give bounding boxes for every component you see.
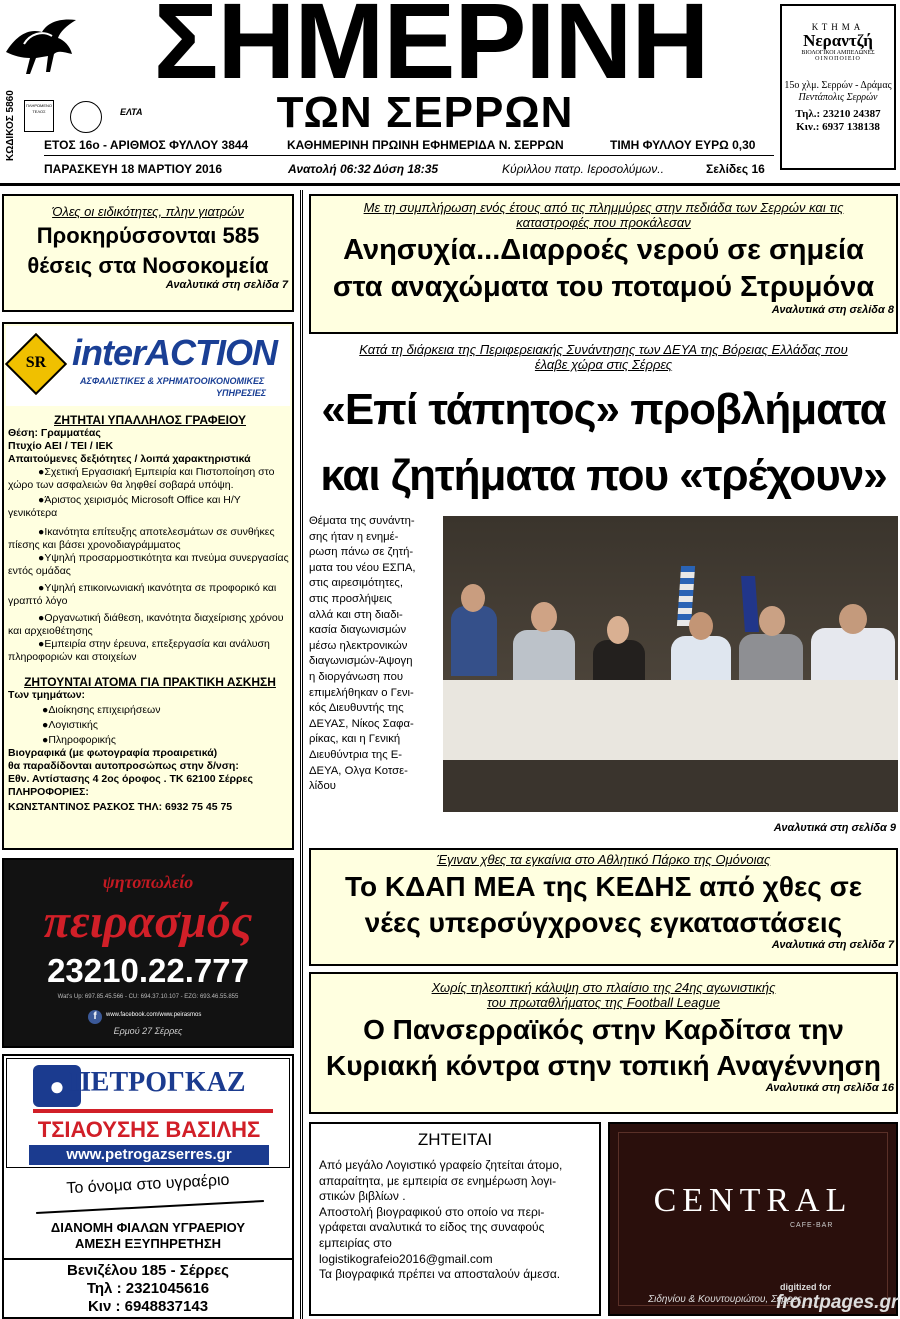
story-hospitals[interactable] <box>2 194 294 312</box>
story-headline-line1: Ο Πανσερραϊκός στην Καρδίτσα την <box>363 1014 844 1045</box>
slogan-underline <box>36 1200 264 1214</box>
story-page-ref: Αναλυτικά στη σελίδα 7 <box>771 939 894 951</box>
pirasmos-grill-ad[interactable] <box>2 858 294 1048</box>
story-page-ref: Αναλυτικά στη σελίδα 9 <box>773 822 896 834</box>
elta-logo: ΕΛΤΑ <box>120 107 143 117</box>
petrogaz-mob: Κιν : 6948837143 <box>87 1298 209 1315</box>
story-headline-line2: στα αναχώματα του ποταμού Στρυμόνα <box>332 271 875 303</box>
petrogaz-url[interactable]: www.petrogazserres.gr <box>29 1145 269 1165</box>
story-page-ref: Αναλυτικά στη σελίδα 8 <box>771 304 894 316</box>
story-kicker-line2: έλαβε χώρα στις Σέρρες <box>534 357 673 372</box>
ad-winery-address1: 15ο χλμ. Σερρών - Δράμας <box>784 80 892 91</box>
sun-times: Ανατολή 06:32 Δύση 18:35 <box>288 162 439 176</box>
column-divider <box>300 190 303 1319</box>
ad-winery-address2: Πεντάπολις Σερρών <box>798 92 878 103</box>
interaction-brand-sub1: ΑΣΦΑΛΙΣΤΙΚΕΣ & ΧΡΗΜΑΤΟΟΙΚΟΝΟΜΙΚΕΣ <box>80 376 265 386</box>
interaction-logo-block <box>6 326 290 406</box>
story-football[interactable] <box>309 972 898 1114</box>
wanted-email-link[interactable]: logistikografeio2016@gmail.com <box>319 1251 493 1266</box>
petrogaz-tel: Τηλ : 2321045616 <box>86 1280 210 1297</box>
wanted-title: ΖΗΤΕΙΤΑΙ <box>417 1130 493 1149</box>
story-kicker: Όλες οι ειδικότητες, πλην γιατρών <box>52 204 244 219</box>
pirasmos-facebook: www.facebook.com/www.peirasmos <box>106 1012 202 1018</box>
story-page-ref: Αναλυτικά στη σελίδα 7 <box>165 279 288 291</box>
job-position: Θέση: Γραμματέας <box>8 427 101 439</box>
watermark <box>768 1282 900 1318</box>
petrogaz-owner: ΤΣΙΑΟΥΣΗΣ ΒΑΣΙΛΗΣ <box>37 1117 261 1142</box>
central-sub: CAFE-BAR <box>790 1222 834 1229</box>
wanted-body: Από μεγάλο Λογιστικό γραφείο ζητείται άτομο, απαραίτητα, με εμπειρία σε ενημέρωση λογι- στικών βιβλίων . Αποστολή βιογραφικού στο οποίο να περι- γράφεται αναλυτικά το είδος της συναφούς εμπειρίας στο logistikografeio2016@gmail.com Τα βιογραφικά πρέπει να αποσταλούν άμεσα. <box>319 1158 591 1283</box>
departments-list <box>8 704 292 747</box>
list-item: ●Πληροφορικής <box>42 734 116 746</box>
sr-logo-letters: SR <box>25 354 47 371</box>
issue-code: ΚΩΔΙΚΟΣ 5860 <box>5 90 16 161</box>
price: ΤΙΜΗ ΦΥΛΛΟΥ ΕΥΡΩ 0,30 <box>610 138 756 152</box>
story-headline-line2: και ζητήματα που «τρέχουν» <box>320 451 887 500</box>
list-item: ●Σχετική Εργασιακή Εμπειρία και Πιστοποίηση στο χώρο των ασφαλειών θα ληφθεί σοβαρά υπόψη. <box>8 466 275 491</box>
list-item: ●Άριστος χειρισμός Microsoft Office και Η/Υ γενικότερα <box>8 494 241 519</box>
petrogaz-ad[interactable] <box>2 1054 294 1319</box>
interaction-insurance-ad[interactable] <box>2 322 294 850</box>
job-skills-title: Απαιτούμενες δεξιότητες / λοιπά χαρακτηριστικά <box>8 453 251 465</box>
name-day: Κύριλλου πατρ. Ιεροσολύμων.. <box>502 162 664 176</box>
year-issue: ΕΤΟΣ 16ο - ΑΡΙΘΜΟΣ ΦΥΛΛΟΥ 3844 <box>44 138 249 152</box>
list-item: ●Υψηλή επικοινωνιακή ικανότητα σε προφορικό και γραπτό λόγο <box>8 582 277 607</box>
watermark-line1: digitized for <box>780 1282 831 1292</box>
postage-stamp: ΠΛΗΡΩΜΕΝΟ ΤΕΛΟΣ <box>24 100 54 132</box>
list-item: ●Εμπειρία στην έρευνα, επεξεργασία και ανάλυση πληροφοριών και στοιχείων <box>8 638 270 663</box>
cv-address: Εθν. Αντίστασης 4 2ος όροφος . ΤΚ 62100 Σέρρες <box>8 773 253 785</box>
story-kicker-line1: Χωρίς τηλεοπτική κάλυψη στο πλαίσιο της 24ης αγωνιστικής <box>431 980 776 995</box>
pirasmos-address: Ερμού 27 Σέρρες <box>113 1026 183 1036</box>
story-body: Θέματα της συνάντη- σης ήταν η ενημέ- ρωση πάνω σε ζητή- ματα του νέου ΕΣΠΑ, στις αιρεσιμότητες, στις προσλήψεις αλλά και στη διαδι- κασία διαγωνισμών μέσω ηλεκτρονικών διαγωνισμών-Άψογη η διοργάνωση που επιμελήθηκαν ο Γενι- κός Διευθυντής της ΔΕΥΑΣ, Νίκος Σαφα- ρίκας, και η Γενική Διευθύντρια της Ε- ΔΕΥΑ, Ολγα Κοτσε- λίδου <box>309 515 416 793</box>
contact-line: ΚΩΝΣΤΑΝΤΙΝΟΣ ΡΑΣΚΟΣ ΤΗΛ: 6932 75 45 75 <box>8 801 233 813</box>
petrogaz-slogan: Το όνομα στο υγραέριο <box>66 1171 230 1198</box>
pirasmos-phone: 23210.22.777 <box>47 952 249 989</box>
story-headline-line1: Προκηρύσσονται 585 <box>36 223 260 248</box>
ad-winery-desc2: ΟΙΝΟΠΟΙΕΙΟ <box>815 56 861 62</box>
story-kicker-line2: του πρωταθλήματος της Football League <box>486 995 721 1010</box>
petrogaz-address: Βενιζέλου 185 - Σέρρες <box>67 1262 229 1279</box>
story-headline-line2: Κυριακή κόντρα στην τοπική Αναγέννηση <box>326 1050 881 1081</box>
central-brand: CENTRAL <box>653 1182 853 1219</box>
ad-winery-desc1: ΒΙΟΛΟΓΙΚΟΙ ΑΜΠΕΛΩΝΕΣ <box>801 50 875 56</box>
interaction-brand-sub2: ΥΠΗΡΕΣΙΕΣ <box>216 388 267 398</box>
list-item: ●Οργανωτική διάθεση, ικανότητα διαχείρισης χρόνου και αρχειοθέτησης <box>8 612 284 637</box>
ad-winery-tel: Τηλ.: 23210 24387 <box>795 108 881 120</box>
story-page-ref: Αναλυτικά στη σελίδα 16 <box>765 1082 894 1094</box>
petrogaz-service2: ΑΜΕΣΗ ΕΞΥΠΗΡΕΤΗΣΗ <box>74 1236 222 1251</box>
petrogaz-banner <box>6 1058 290 1168</box>
pirasmos-mobiles: Wat's Up: 697.85.45.566 - CU: 694.37.10.107 - EZG: 693.46.55.855 <box>57 994 239 1000</box>
central-address: Σιδηνίου & Κουντουριώτου, Σέρρες <box>648 1294 802 1305</box>
list-item: ●Λογιστικής <box>42 719 98 731</box>
story-deya[interactable] <box>309 342 898 842</box>
watermark-line2: frontpages.gr <box>776 1292 899 1313</box>
intern-title: ΖΗΤΟΥΝΤΑΙ ΑΤΟΜΑ ΓΙΑ ΠΡΑΚΤΙΚΗ ΑΣΚΗΣΗ <box>24 675 276 689</box>
date: ΠΑΡΑΣΚΕΥΗ 18 ΜΑΡΤΙΟΥ 2016 <box>44 162 223 176</box>
pirasmos-top: ψητοπωλείο <box>102 872 194 892</box>
petrogaz-service1: ΔΙΑΝΟΜΗ ΦΙΑΛΩΝ ΥΓΡΑΕΡΙΟΥ <box>50 1220 246 1235</box>
story-headline-line1: Ανησυχία...Διαρροές νερού σε σημεία <box>343 234 864 266</box>
accountant-wanted-ad[interactable] <box>309 1122 601 1316</box>
postage-seal-icon <box>70 101 102 133</box>
petrogaz-brand: ΠΕΤΡΟΓΚΑΖ <box>69 1067 246 1098</box>
list-item: ●Ικανότητα επίτευξης αποτελεσμάτων σε συνθήκες πίεσης και βάσει χρονοδιαγράμματος <box>8 526 275 551</box>
interaction-brand: interACTION <box>72 332 277 373</box>
eagle-icon: ● <box>33 1065 81 1107</box>
page-count: Σελίδες 16 <box>706 162 765 176</box>
ad-ktima: ΚΤΗΜΑ <box>811 22 865 32</box>
story-headline-line1: Το ΚΔΑΠ ΜΕΑ της ΚΕΔΗΣ από χθες σε <box>344 871 863 902</box>
petrogaz-divider <box>4 1258 292 1260</box>
masthead-bottom-rule <box>0 183 900 186</box>
ad-winery-name: Νεραντζή <box>803 31 873 50</box>
story-kicker-line2: καταστροφές που προκάλεσαν <box>516 215 691 230</box>
story-flood[interactable] <box>309 194 898 334</box>
facebook-icon: f <box>88 1010 102 1024</box>
list-item: ●Υψηλή προσαρμοστικότητα και πνεύμα συνεργασίας εντός ομάδας <box>8 552 289 577</box>
departments-title: Των τμημάτων: <box>8 689 86 701</box>
rule <box>44 155 774 156</box>
petrogaz-stripe <box>33 1109 273 1113</box>
story-kicker: Έγιναν χθες τα εγκαίνια στο Αθλητικό Πάρκο της Ομόνοιας <box>436 852 771 867</box>
pirasmos-name: πειρασμός <box>43 895 253 948</box>
nerantzi-winery-ad[interactable] <box>780 4 896 170</box>
list-item: ●Διοίκησης επιχειρήσεων <box>42 704 161 716</box>
ad-winery-mob: Κιν.: 6937 138138 <box>796 121 880 133</box>
conference-table <box>443 680 898 760</box>
story-headline-line2: θέσεις στα Νοσοκομεία <box>27 253 269 278</box>
job-title: ΖΗΤΗΤΑΙ ΥΠΑΛΛΗΛΟΣ ΓΡΑΦΕΙΟΥ <box>54 413 246 427</box>
pegasus-logo-icon <box>2 14 82 84</box>
job-skills-list <box>8 466 292 664</box>
newspaper-title: ΣΗΜΕΡΙΝΗ <box>153 0 709 101</box>
story-kdap[interactable] <box>309 848 898 966</box>
cv-line2: θα παραδίδονται αυτοπροσώπως στην δ/νση: <box>8 760 239 772</box>
story-headline-line1: «Επί τάπητος» προβλήματα <box>321 385 886 434</box>
cv-line1: Βιογραφικά (με φωτογραφία προαιρετικά) <box>8 747 218 759</box>
story-kicker-line1: Με τη συμπλήρωση ενός έτους από τις πλημμύρες στην πεδιάδα των Σερρών και τις <box>363 200 844 215</box>
story-headline-line2: νέες υπερσύγχρονες εγκαταστάσεις <box>364 907 843 938</box>
meeting-photo <box>443 516 898 812</box>
newspaper-subtitle: ΤΩΝ ΣΕΡΡΩΝ <box>276 88 574 137</box>
story-kicker-line1: Κατά τη διάρκεια της Περιφερειακής Συνάντησης των ΔΕΥΑ της Βόρειας Ελλάδας που <box>359 342 848 357</box>
info-label: ΠΛΗΡΟΦΟΡΙΕΣ: <box>8 786 89 798</box>
job-degree: Πτυχίο ΑΕΙ / ΤΕΙ / ΙΕΚ <box>8 440 114 452</box>
masthead <box>0 0 900 190</box>
tagline: ΚΑΘΗΜΕΡΙΝΗ ΠΡΩΙΝΗ ΕΦΗΜΕΡΙΔΑ Ν. ΣΕΡΡΩΝ <box>287 138 564 152</box>
